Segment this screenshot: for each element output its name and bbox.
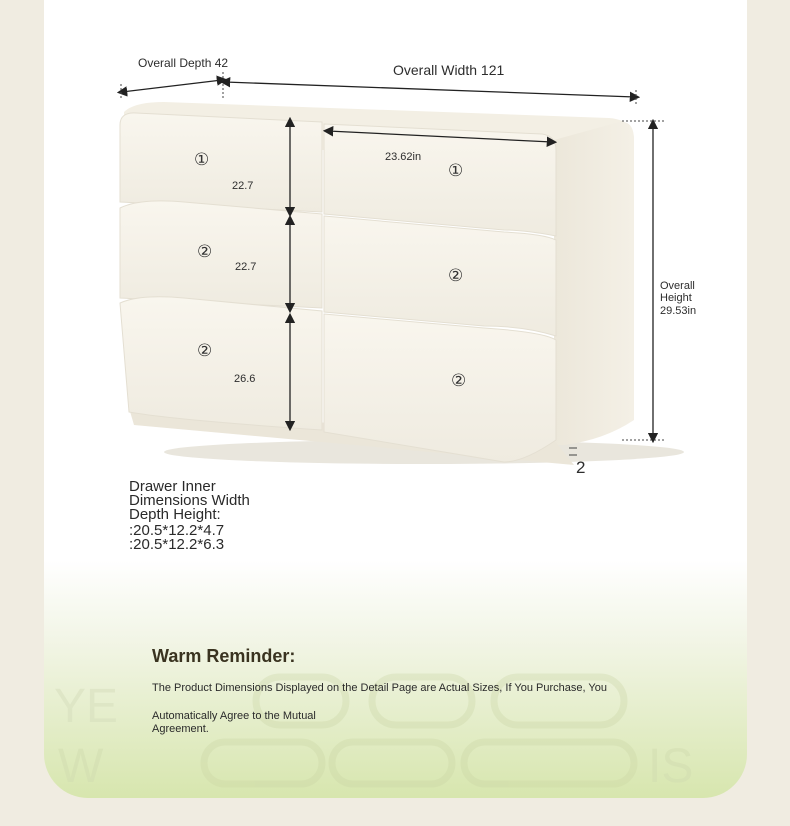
- inner-dimensions-line-4: :20.5*12.2*4.7: [129, 522, 225, 539]
- overall-width-label: Overall Width 121: [393, 62, 505, 78]
- watermark-text-3: IS: [648, 740, 694, 793]
- drawer-marker-right-2: ②: [448, 266, 464, 285]
- watermark-text-2: W: [58, 740, 104, 793]
- inner-dimensions-line-2: Dimensions Width: [129, 492, 250, 509]
- drawer-height-label-2: 22.7: [235, 261, 257, 273]
- inner-dimensions-line-1: Drawer Inner: [129, 478, 216, 495]
- watermark-text-1: YE: [54, 680, 119, 733]
- drawer-left-1: [120, 113, 322, 212]
- drawer-marker-left-1: ①: [194, 150, 210, 169]
- drawer-height-label-3: 26.6: [234, 373, 256, 385]
- reminder-body: [152, 682, 607, 736]
- inner-dimensions-line-5: :20.5*12.2*6.3: [129, 536, 225, 553]
- reminder-title: Warm Reminder:: [152, 646, 296, 666]
- drawer-marker-right-3: ②: [451, 371, 467, 390]
- overall-height-label-1: Overall: [660, 280, 695, 292]
- depth-arrow: [122, 80, 222, 92]
- drawer-marker-left-3: ②: [197, 341, 213, 360]
- reminder-line-2: Automatically Agree to the Mutual: [152, 710, 316, 722]
- width-arrow: [225, 82, 635, 97]
- drawer-width-label: 23.62in: [385, 151, 422, 163]
- reminder-line-1: The Product Dimensions Displayed on the Detail Page are Actual Sizes, If You Purchase, You: [152, 682, 607, 694]
- overall-depth-label: Overall Depth 42: [138, 56, 229, 70]
- drawer-left-2: [120, 201, 322, 308]
- drawer-marker-right-1: ①: [448, 161, 464, 180]
- drawer-marker-left-2: ②: [197, 242, 213, 261]
- product-card: [44, 0, 747, 798]
- cabinet-side: [554, 122, 634, 445]
- drawer-height-label-1: 22.7: [232, 180, 254, 192]
- inner-dimensions: [129, 480, 349, 552]
- reminder-line-3: Agreement.: [152, 723, 209, 735]
- overall-height-label-3: 29.53in: [660, 305, 697, 317]
- base-gap-label: 2: [576, 458, 586, 477]
- dresser-diagram: [44, 0, 747, 798]
- overall-height-label-2: Height: [660, 292, 692, 304]
- inner-dimensions-line-3: Depth Height:: [129, 506, 221, 523]
- drawer-left-3: [120, 297, 322, 430]
